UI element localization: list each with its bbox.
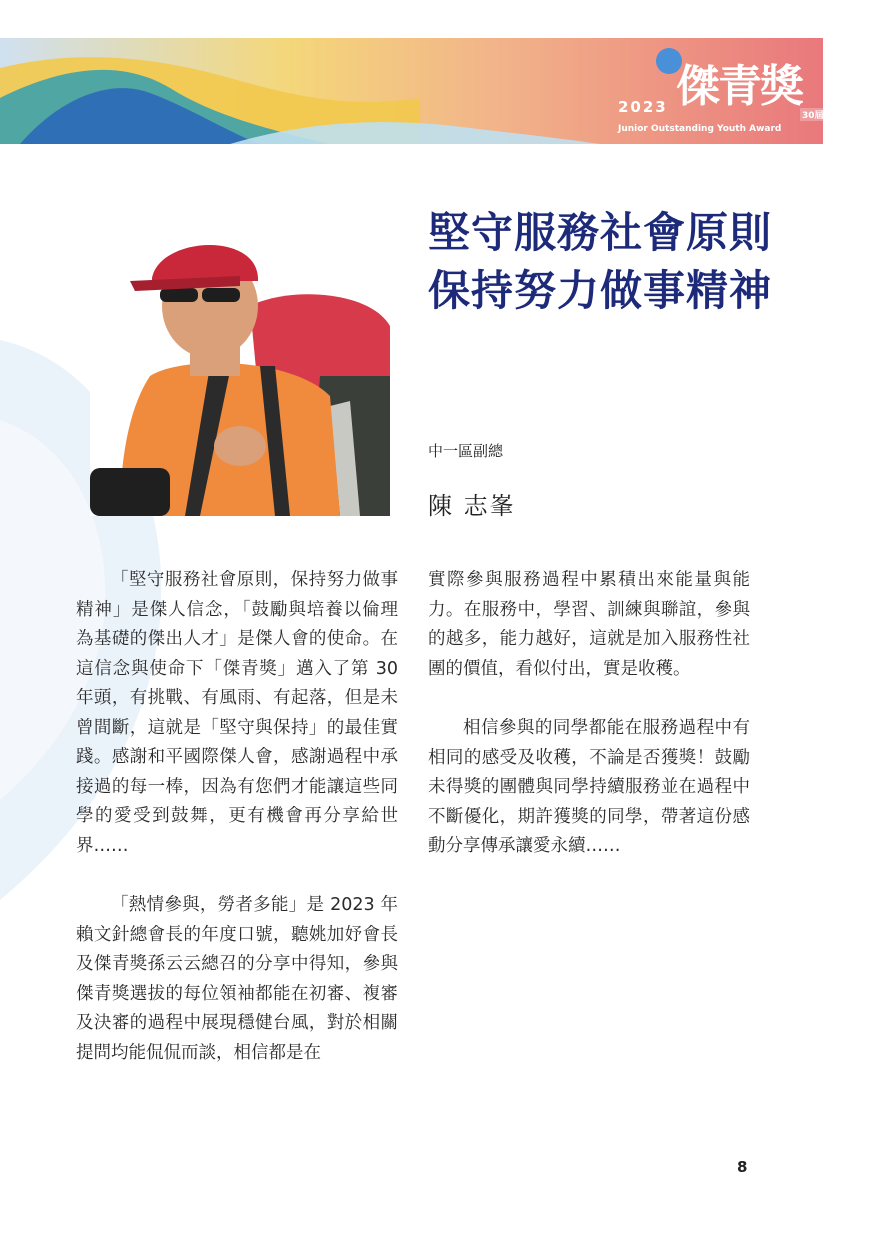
article-paragraph: 實際參與服務過程中累積出來能量與能力。在服務中，學習、訓練與聯誼，參與的越多，能力越好，這就是加入服務性社團的價值，看似付出，實是收穫。 bbox=[428, 570, 750, 679]
article-paragraph: 相信參與的同學都能在服務過程中有相同的感受及收穫，不論是否獲獎！鼓勵未得獎的團體與同學持續服務並在過程中不斷優化，期許獲獎的同學，帶著這份感動分享傳承讓愛永續…… bbox=[428, 718, 750, 856]
logo-title: 傑青獎 bbox=[676, 61, 802, 112]
award-logo bbox=[618, 40, 828, 140]
author-position: 中一區副總 bbox=[428, 442, 504, 460]
article-left-column bbox=[76, 566, 398, 1068]
logo-subtitle: Junior Outstanding Youth Award bbox=[618, 124, 782, 134]
logo-year: 2023 bbox=[618, 98, 668, 116]
author-name: 陳 志峯 bbox=[428, 492, 516, 520]
author-photo bbox=[90, 236, 393, 516]
logo-edition: 30屆 bbox=[800, 108, 826, 121]
article-right-column bbox=[428, 566, 750, 862]
page-number: 8 bbox=[737, 1158, 748, 1176]
article-paragraph: 「熱情參與，勞者多能」是 2023 年賴文針總會長的年度口號，聽姚加妤會長及傑青獎孫云云總召的分享中得知，參與傑青獎選拔的每位領袖都能在初審、複審及決審的過程中展現穩健台風，對於相關提問均能侃侃而談，相信都是在 bbox=[76, 895, 398, 1063]
article-title-line-1: 堅守服務社會原則 bbox=[428, 208, 773, 257]
article-title-line-2: 保持努力做事精神 bbox=[428, 266, 773, 315]
hiker-portrait-illustration bbox=[90, 236, 393, 516]
article-paragraph: 「堅守服務社會原則，保持努力做事精神」是傑人信念，「鼓勵與培養以倫理為基礎的傑出人才」是傑人會的使命。在這信念與使命下「傑青獎」邁入了第 30 年頭，有挑戰、有風雨、有起落，但是未曾間斷，這就是「堅守與保持」的最佳實踐。感謝和平國際傑人會，感謝過程中承接過的每一棒，因為有您們才能讓這些同學的愛受到鼓舞，更有機會再分享給世界…… bbox=[76, 570, 398, 856]
